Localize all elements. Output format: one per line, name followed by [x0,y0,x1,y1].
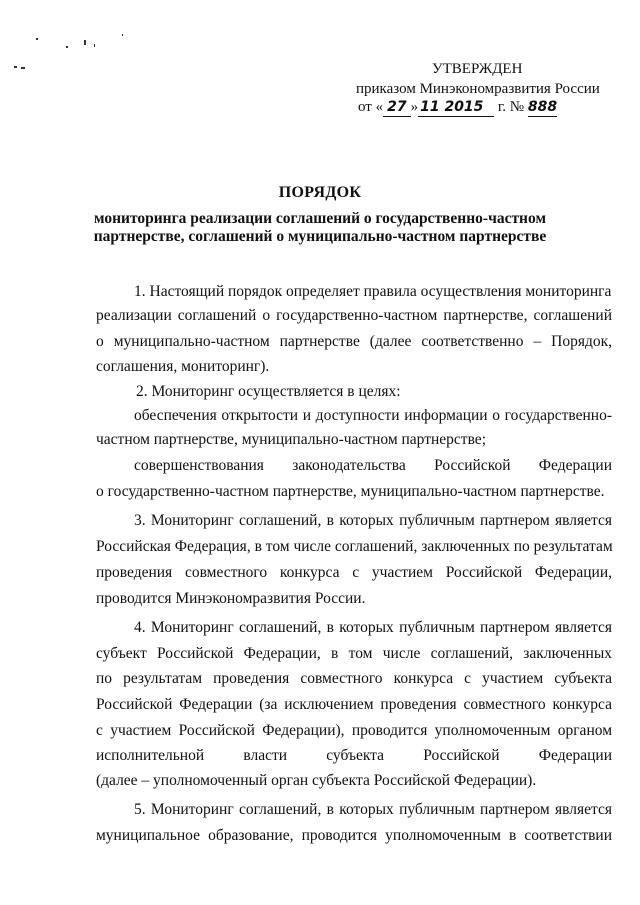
scan-speck [66,46,68,48]
scan-speck [36,38,38,40]
paragraph-2-line-5: о государственно-частном партнерстве, муниципально-частном партнерстве. [96,483,605,500]
paragraph-4-line-7: (далее – уполномоченный орган субъекта Российской Федерации). [96,772,537,789]
document-subtitle-line-1: мониторинга реализации соглашений о государственно-частном [93,210,547,227]
paragraph-2-line-2: обеспечения открытости и доступности информации о государственно- [134,407,612,424]
document-subtitle-line-2: партнерстве, соглашений о муниципально-частном партнерстве [93,228,547,245]
paragraph-4-line-1: 4. Мониторинг соглашений, в которых публичным партнером является [134,619,612,636]
paragraph-5-line-2: муниципальное образование, проводится уполномоченным в соответствии [96,827,612,844]
approval-date-line [358,98,557,117]
paragraph-4-line-5: с участием Российской Федерации), проводится уполномоченным органом [96,722,612,739]
paragraph-2-line-4: совершенствования законодательства Российской Федерации [134,457,612,474]
date-mid: » [410,99,419,115]
scan-speck [14,66,17,68]
scan-speck [84,40,86,45]
date-prefix: от « [358,99,384,115]
paragraph-1-line-4: соглашения, мониторинг). [96,358,270,375]
scan-speck [94,44,95,47]
paragraph-1-line-1: 1. Настоящий порядок определяет правила осуществления мониторинга [134,283,612,300]
paragraph-3-line-2: Российская Федерация, в том числе соглашений, заключенных по результатам [96,538,613,555]
paragraph-4-line-4: Российской Федерации (за исключением проведения совместного конкурса [96,696,612,713]
paragraph-4-line-3: по результатам проведения совместного конкурса с участием субъекта [96,670,612,687]
paragraph-4-line-6: исполнительной власти субъекта Российской Федерации [96,747,612,764]
paragraph-3-line-3: проведения совместного конкурса с участием Российской Федерации, [96,564,612,581]
approval-order-line: приказом Минэкономразвития России [356,81,600,97]
paragraph-2-line-1: 2. Мониторинг осуществляется в целях: [136,383,401,400]
paragraph-2-line-3: частном партнерстве, муниципально-частном партнерстве; [96,431,486,448]
scan-speck [21,67,25,69]
handwritten-day: 27 [383,98,410,117]
paragraph-5-line-1: 5. Мониторинг соглашений, в которых публичным партнером является [134,801,612,818]
handwritten-month-year: 11 2015 [418,98,494,117]
paragraph-4-line-2: субъект Российской Федерации, в том числе соглашений, заключенных [96,645,612,662]
date-suffix: г. № [497,99,525,115]
paragraph-3-line-4: проводится Минэкономразвития России. [96,590,366,607]
scan-speck [122,34,123,36]
paragraph-1-line-2: реализации соглашений о государственно-частном партнерстве, соглашений [96,307,612,324]
approval-heading: УТВЕРЖДЕН [432,61,523,77]
paragraph-3-line-1: 3. Мониторинг соглашений, в которых публичным партнером является [134,512,612,529]
handwritten-number: 888 [527,99,558,115]
document-title: ПОРЯДОК [278,184,362,201]
paragraph-1-line-3: о муниципально-частном партнерстве (далее соответственно – Порядок, [96,333,612,350]
